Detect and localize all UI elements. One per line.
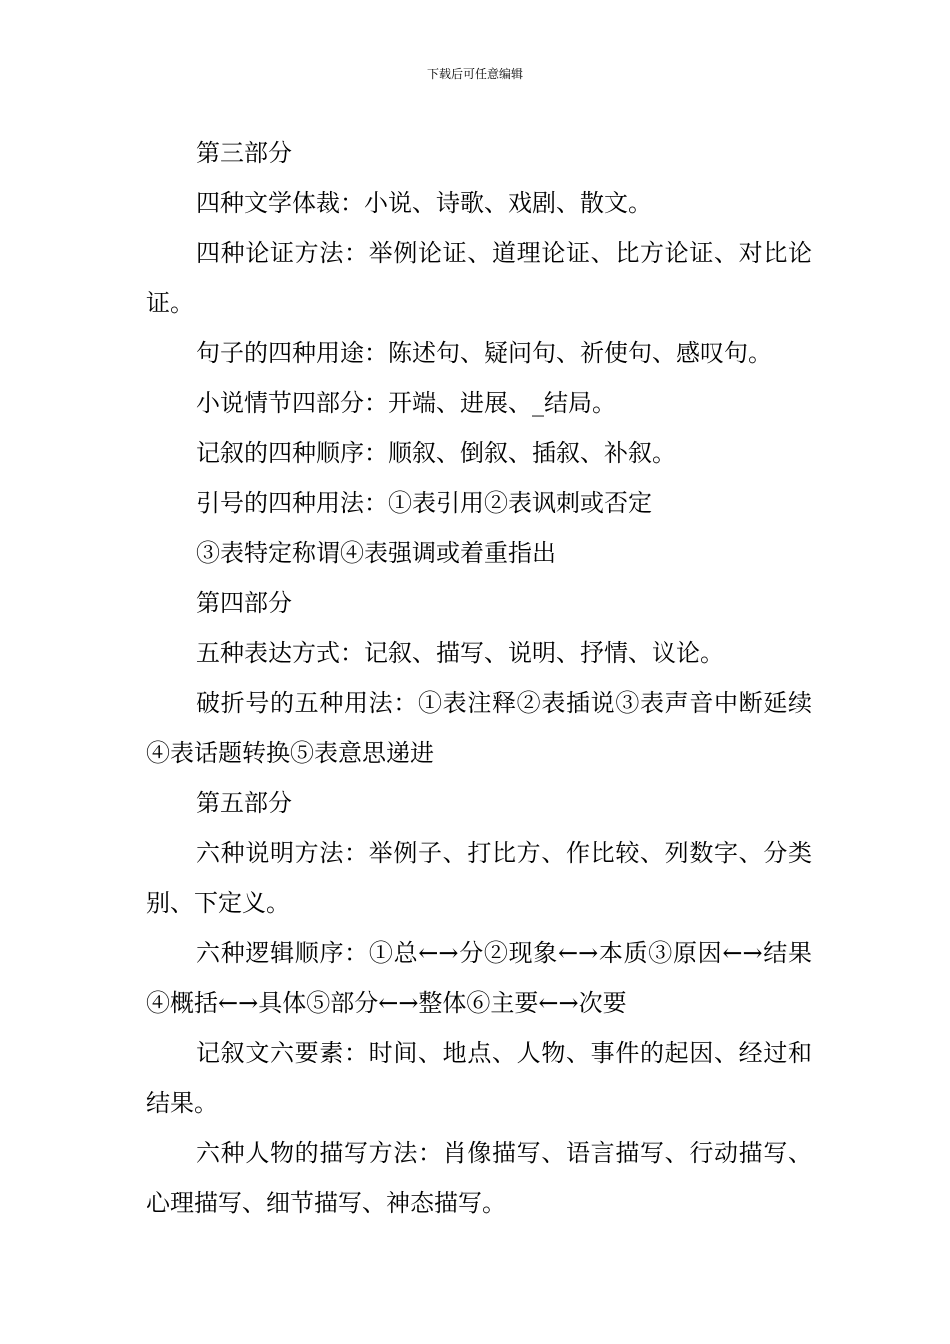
paragraph: 六种逻辑顺序：①总←→分②现象←→本质③原因←→结果④概括←→具体⑤部分←→整体⑥主要←→次要	[146, 939, 812, 1017]
paragraph: 破折号的五种用法：①表注释②表插说③表声音中断延续④表话题转换⑤表意思递进	[146, 689, 812, 767]
section-heading: 第五部分	[196, 789, 292, 817]
paragraph: 引号的四种用法：①表引用②表讽刺或否定	[196, 489, 652, 517]
section-heading: 第三部分	[196, 139, 292, 167]
document-body	[146, 128, 812, 1228]
paragraph: 六种说明方法：举例子、打比方、作比较、列数字、分类别、下定义。	[146, 839, 812, 917]
page-header: 下载后可任意编辑	[426, 67, 523, 81]
paragraph: 四种文学体裁：小说、诗歌、戏剧、散文。	[196, 189, 652, 217]
paragraph: ③表特定称谓④表强调或着重指出	[196, 539, 556, 567]
paragraph: 五种表达方式：记叙、描写、说明、抒情、议论。	[196, 639, 724, 667]
paragraph: 四种论证方法：举例论证、道理论证、比方论证、对比论证。	[146, 239, 812, 317]
section-heading: 第四部分	[196, 589, 292, 617]
paragraph: 句子的四种用途：陈述句、疑问句、祈使句、感叹句。	[196, 339, 772, 367]
paragraph: 小说情节四部分：开端、进展、_结局。	[196, 389, 616, 417]
paragraph: 六种人物的描写方法：肖像描写、语言描写、行动描写、心理描写、细节描写、神态描写。	[146, 1139, 812, 1217]
paragraph: 记叙文六要素：时间、地点、人物、事件的起因、经过和结果。	[146, 1039, 812, 1117]
paragraph: 记叙的四种顺序：顺叙、倒叙、插叙、补叙。	[196, 439, 676, 467]
